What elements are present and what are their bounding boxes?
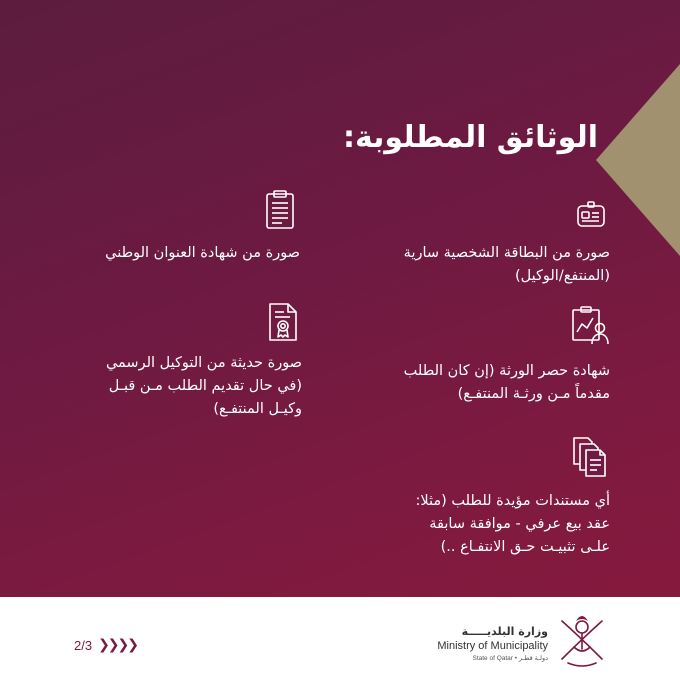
inheritance-chart-person-icon — [570, 304, 610, 348]
ministry-logo — [437, 609, 614, 671]
item-text-line: وكيـل المنتفـع) — [213, 401, 302, 417]
footer-bar — [0, 597, 680, 680]
clipboard-document-icon — [260, 188, 300, 232]
item-text-line: (في حال تقديم الطلب مـن قبـل — [108, 378, 302, 394]
stacked-documents-icon — [570, 434, 610, 478]
page-indicator[interactable] — [74, 637, 137, 653]
logo-arabic-name: وزارة البلديـــــة — [461, 625, 548, 638]
id-card-icon — [570, 196, 610, 240]
certificate-document-icon — [262, 300, 302, 344]
item-text-line: مقدماً مـن ورثـة المنتفـع) — [457, 386, 610, 402]
item-text-line: صورة من شهادة العنوان الوطني — [105, 245, 300, 261]
item-text-line: عقد بيع عرفي - موافقة سابقة — [429, 516, 610, 532]
item-text-line: أي مستندات مؤيدة للطلب (مثلا: — [415, 493, 610, 509]
item-text-line: شهادة حصر الورثة (إن كان الطلب — [403, 363, 610, 379]
qatar-emblem-icon — [554, 609, 610, 671]
logo-state-name: State of Qatar • دولـة قطـر — [472, 655, 548, 662]
item-text-line: علـى تثبيـت حـق الانتفـاع ..) — [440, 539, 610, 555]
logo-english-name: Ministry of Municipality — [437, 640, 548, 652]
item-text-line: صورة من البطاقة الشخصية سارية — [403, 245, 610, 261]
item-text-line: (المنتفع/الوكيل) — [514, 268, 610, 284]
item-text-line: صورة حديثة من التوكيل الرسمي — [105, 355, 302, 371]
slide-title: الوثائق المطلوبة: — [342, 120, 598, 155]
page-number: 2/3 — [74, 637, 93, 653]
next-arrows-icon[interactable]: ❯❯❯❯ — [98, 637, 137, 653]
